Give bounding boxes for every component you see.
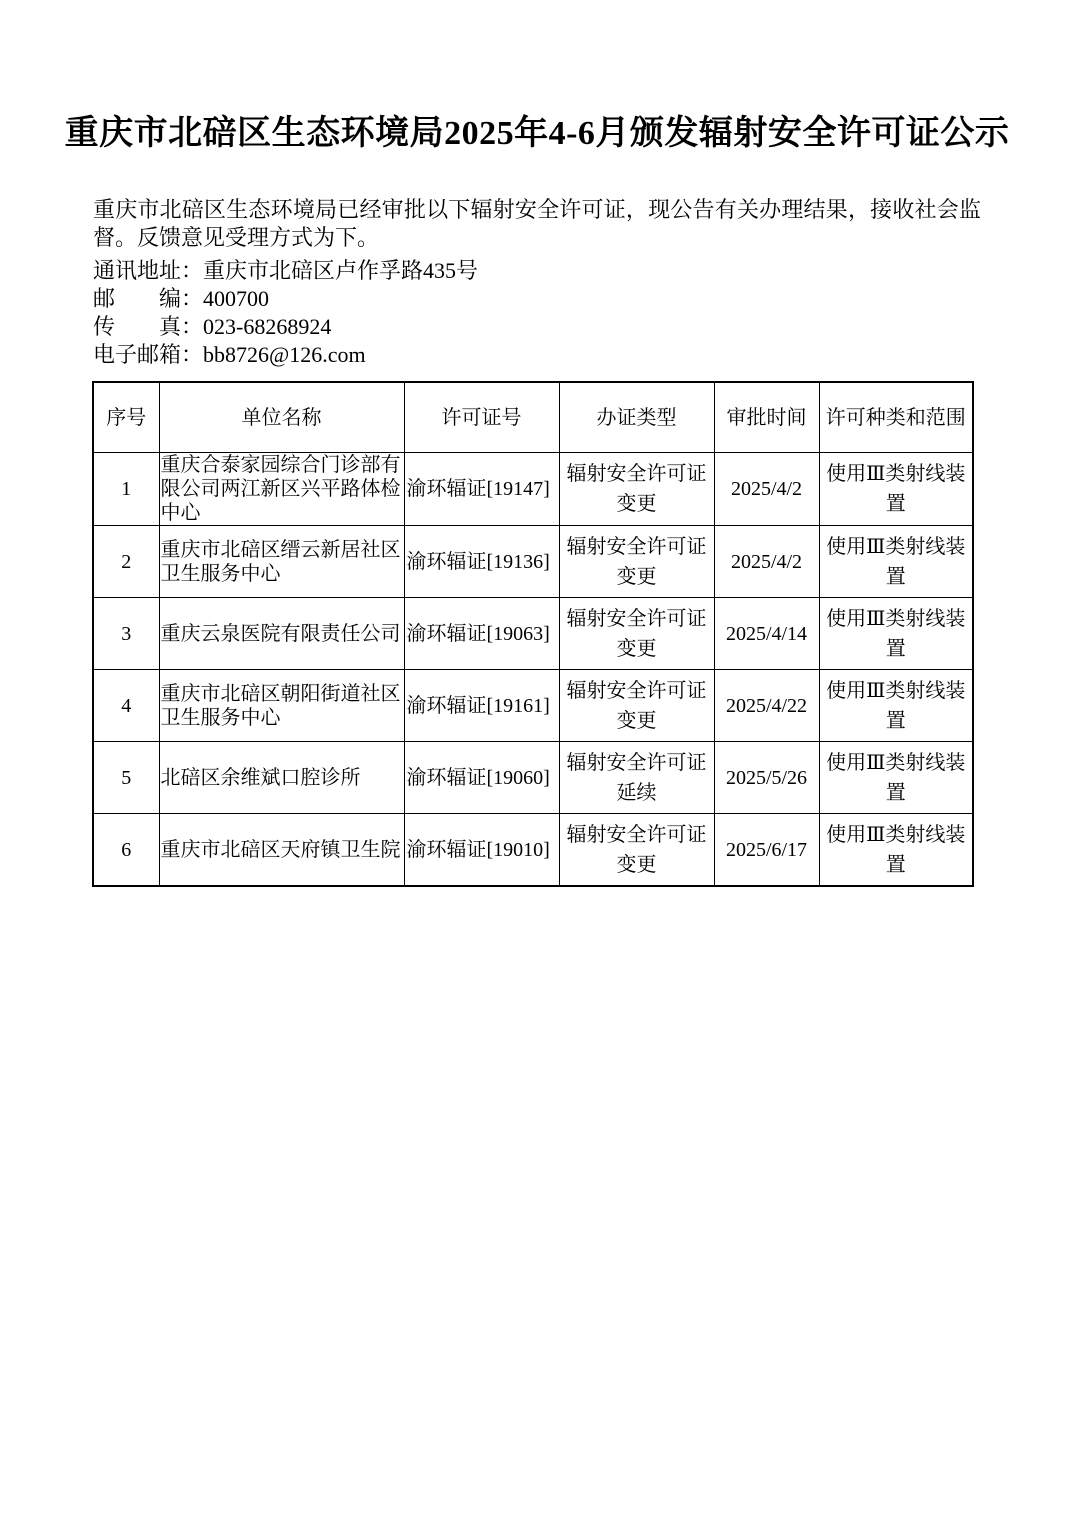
- contact-email: 电子邮箱：bb8726@126.com: [93, 342, 366, 367]
- intro-paragraph: 重庆市北碚区生态环境局已经审批以下辐射安全许可证，现公告有关办理结果，接收社会监督。反馈意见受理方式为下。: [93, 197, 981, 250]
- header-approval-date: 审批时间: [714, 382, 819, 453]
- cell-license-no: 渝环辐证[19060]: [404, 742, 559, 814]
- cell-license-no: 渝环辐证[19136]: [404, 526, 559, 598]
- cell-approval-date: 2025/4/2: [714, 453, 819, 526]
- cell-scope: 使用Ⅲ类射线装置: [819, 598, 973, 670]
- contact-info: [93, 257, 981, 369]
- cell-unit-name: 重庆合泰家园综合门诊部有限公司两江新区兴平路体检中心: [159, 453, 404, 526]
- contact-postal-code: 邮 编：400700: [93, 286, 270, 311]
- cell-permit-type: 辐射安全许可证延续: [559, 742, 714, 814]
- cell-no: 3: [93, 598, 159, 670]
- cell-scope: 使用Ⅲ类射线装置: [819, 526, 973, 598]
- cell-permit-type: 辐射安全许可证变更: [559, 598, 714, 670]
- header-unit-name: 单位名称: [159, 382, 404, 453]
- table-row: [93, 814, 973, 887]
- cell-no: 4: [93, 670, 159, 742]
- cell-approval-date: 2025/4/2: [714, 526, 819, 598]
- cell-approval-date: 2025/5/26: [714, 742, 819, 814]
- cell-license-no: 渝环辐证[19010]: [404, 814, 559, 887]
- cell-no: 5: [93, 742, 159, 814]
- cell-unit-name: 重庆市北碚区缙云新居社区卫生服务中心: [159, 526, 404, 598]
- cell-unit-name: 重庆云泉医院有限责任公司: [159, 598, 404, 670]
- cell-license-no: 渝环辐证[19063]: [404, 598, 559, 670]
- table-row: [93, 670, 973, 742]
- licenses-table: [92, 381, 974, 887]
- cell-permit-type: 辐射安全许可证变更: [559, 670, 714, 742]
- header-row: [93, 382, 973, 453]
- intro-block: [93, 196, 981, 369]
- header-license-no: 许可证号: [404, 382, 559, 453]
- cell-no: 2: [93, 526, 159, 598]
- header-permit-type: 办证类型: [559, 382, 714, 453]
- table-header: [93, 382, 973, 453]
- header-scope: 许可种类和范围: [819, 382, 973, 453]
- cell-permit-type: 辐射安全许可证变更: [559, 453, 714, 526]
- cell-scope: 使用Ⅲ类射线装置: [819, 670, 973, 742]
- table-row: [93, 526, 973, 598]
- cell-license-no: 渝环辐证[19161]: [404, 670, 559, 742]
- cell-approval-date: 2025/4/22: [714, 670, 819, 742]
- cell-unit-name: 重庆市北碚区天府镇卫生院: [159, 814, 404, 887]
- cell-license-no: 渝环辐证[19147]: [404, 453, 559, 526]
- table-row: [93, 742, 973, 814]
- contact-address: 通讯地址：重庆市北碚区卢作孚路435号: [93, 258, 479, 283]
- cell-scope: 使用Ⅲ类射线装置: [819, 814, 973, 887]
- cell-approval-date: 2025/4/14: [714, 598, 819, 670]
- cell-no: 1: [93, 453, 159, 526]
- table-row: [93, 598, 973, 670]
- table-body: [93, 453, 973, 887]
- cell-unit-name: 重庆市北碚区朝阳街道社区卫生服务中心: [159, 670, 404, 742]
- page-title: 重庆市北碚区生态环境局2025年4-6月颁发辐射安全许可证公示: [64, 115, 1010, 152]
- cell-no: 6: [93, 814, 159, 887]
- table-row: [93, 453, 973, 526]
- contact-fax: 传 真：023-68268924: [93, 314, 332, 339]
- cell-scope: 使用Ⅲ类射线装置: [819, 742, 973, 814]
- cell-approval-date: 2025/6/17: [714, 814, 819, 887]
- cell-permit-type: 辐射安全许可证变更: [559, 526, 714, 598]
- cell-permit-type: 辐射安全许可证变更: [559, 814, 714, 887]
- header-no: 序号: [93, 382, 159, 453]
- cell-scope: 使用Ⅲ类射线装置: [819, 453, 973, 526]
- cell-unit-name: 北碚区余维斌口腔诊所: [159, 742, 404, 814]
